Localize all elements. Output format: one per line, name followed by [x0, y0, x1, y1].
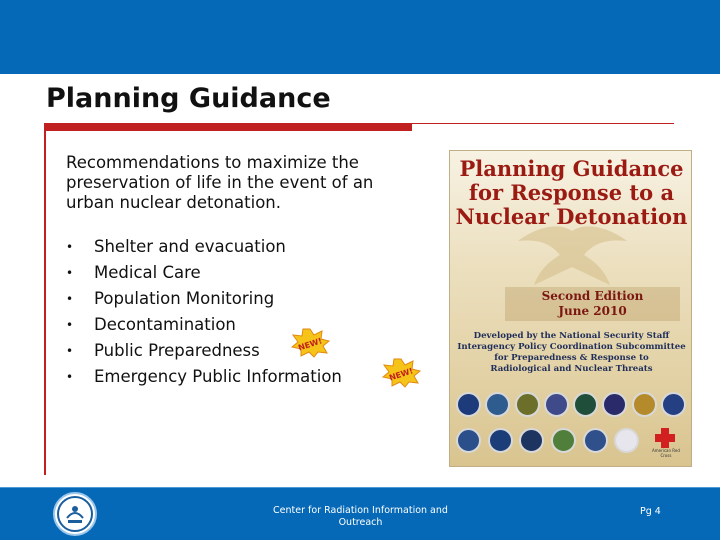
- agency-seal-icon: [456, 392, 481, 417]
- bullet-list: [66, 234, 342, 390]
- intro-text: Recommendations to maximize the preservation of life in the event of an urban nuclear detonation.: [66, 153, 374, 212]
- list-item: [66, 234, 342, 260]
- agency-seal-icon: [602, 392, 627, 417]
- epa-seal-icon: [53, 492, 97, 536]
- bullet-text: Shelter and evacuation: [94, 237, 286, 256]
- agency-seal-icon: [632, 392, 657, 417]
- agency-seal-icon: [614, 428, 639, 453]
- new-badge-icon: [290, 328, 330, 358]
- list-item: [66, 286, 342, 312]
- footer-rule: [0, 487, 720, 488]
- bullet-dot: •: [66, 318, 74, 332]
- page-number: Pg 4: [640, 506, 661, 517]
- bullet-dot: •: [66, 344, 74, 358]
- bullet-text: Public Preparedness: [94, 341, 260, 360]
- slide-title: Planning Guidance: [46, 83, 331, 114]
- title-rule-accent: [44, 124, 412, 131]
- bullet-dot: •: [66, 240, 74, 254]
- new-badge-text: NEW!: [388, 366, 415, 383]
- bullet-dot: •: [66, 292, 74, 306]
- cover-developed-by: Developed by the National Security Staff Interagency Policy Coordination Subcommittee for Preparedness & Response to Radiological and Nuclear Threats: [457, 331, 686, 374]
- new-badge-icon: [381, 358, 421, 388]
- agency-seal-icon: [544, 392, 569, 417]
- agency-seal-icon: [573, 392, 598, 417]
- bullet-dot: •: [66, 266, 74, 280]
- agency-seal-icon: [583, 428, 608, 453]
- cover-title: Planning Guidance for Response to a Nuclear Detonation: [455, 156, 688, 229]
- new-badge-text: NEW!: [297, 336, 324, 353]
- list-item: [66, 260, 342, 286]
- agency-seal-icon: [485, 392, 510, 417]
- agency-seal-icon: [456, 428, 481, 453]
- header-band: [0, 0, 720, 74]
- eagle-watermark-icon: [510, 221, 635, 291]
- left-border-line: [44, 131, 46, 475]
- cover-edition: Second Edition June 2010: [505, 287, 680, 321]
- agency-seal-icon: [488, 428, 513, 453]
- list-item: [66, 364, 342, 390]
- bullet-text: Emergency Public Information: [94, 367, 342, 386]
- bullet-text: Medical Care: [94, 263, 201, 282]
- agency-seal-icon: [519, 428, 544, 453]
- report-cover-image: [449, 150, 692, 467]
- agency-seal-row: [456, 392, 686, 417]
- footer-org-name: Center for Radiation Information and Outreach: [273, 505, 448, 528]
- agency-seal-icon: [515, 392, 540, 417]
- bullet-text: Population Monitoring: [94, 289, 275, 308]
- red-cross-logo: [646, 428, 686, 456]
- agency-seal-icon: [661, 392, 686, 417]
- agency-seal-icon: [551, 428, 576, 453]
- bullet-dot: •: [66, 370, 74, 384]
- agency-seal-row: [456, 428, 686, 456]
- bullet-text: Decontamination: [94, 315, 236, 334]
- red-cross-label: American Red Cross: [651, 448, 680, 458]
